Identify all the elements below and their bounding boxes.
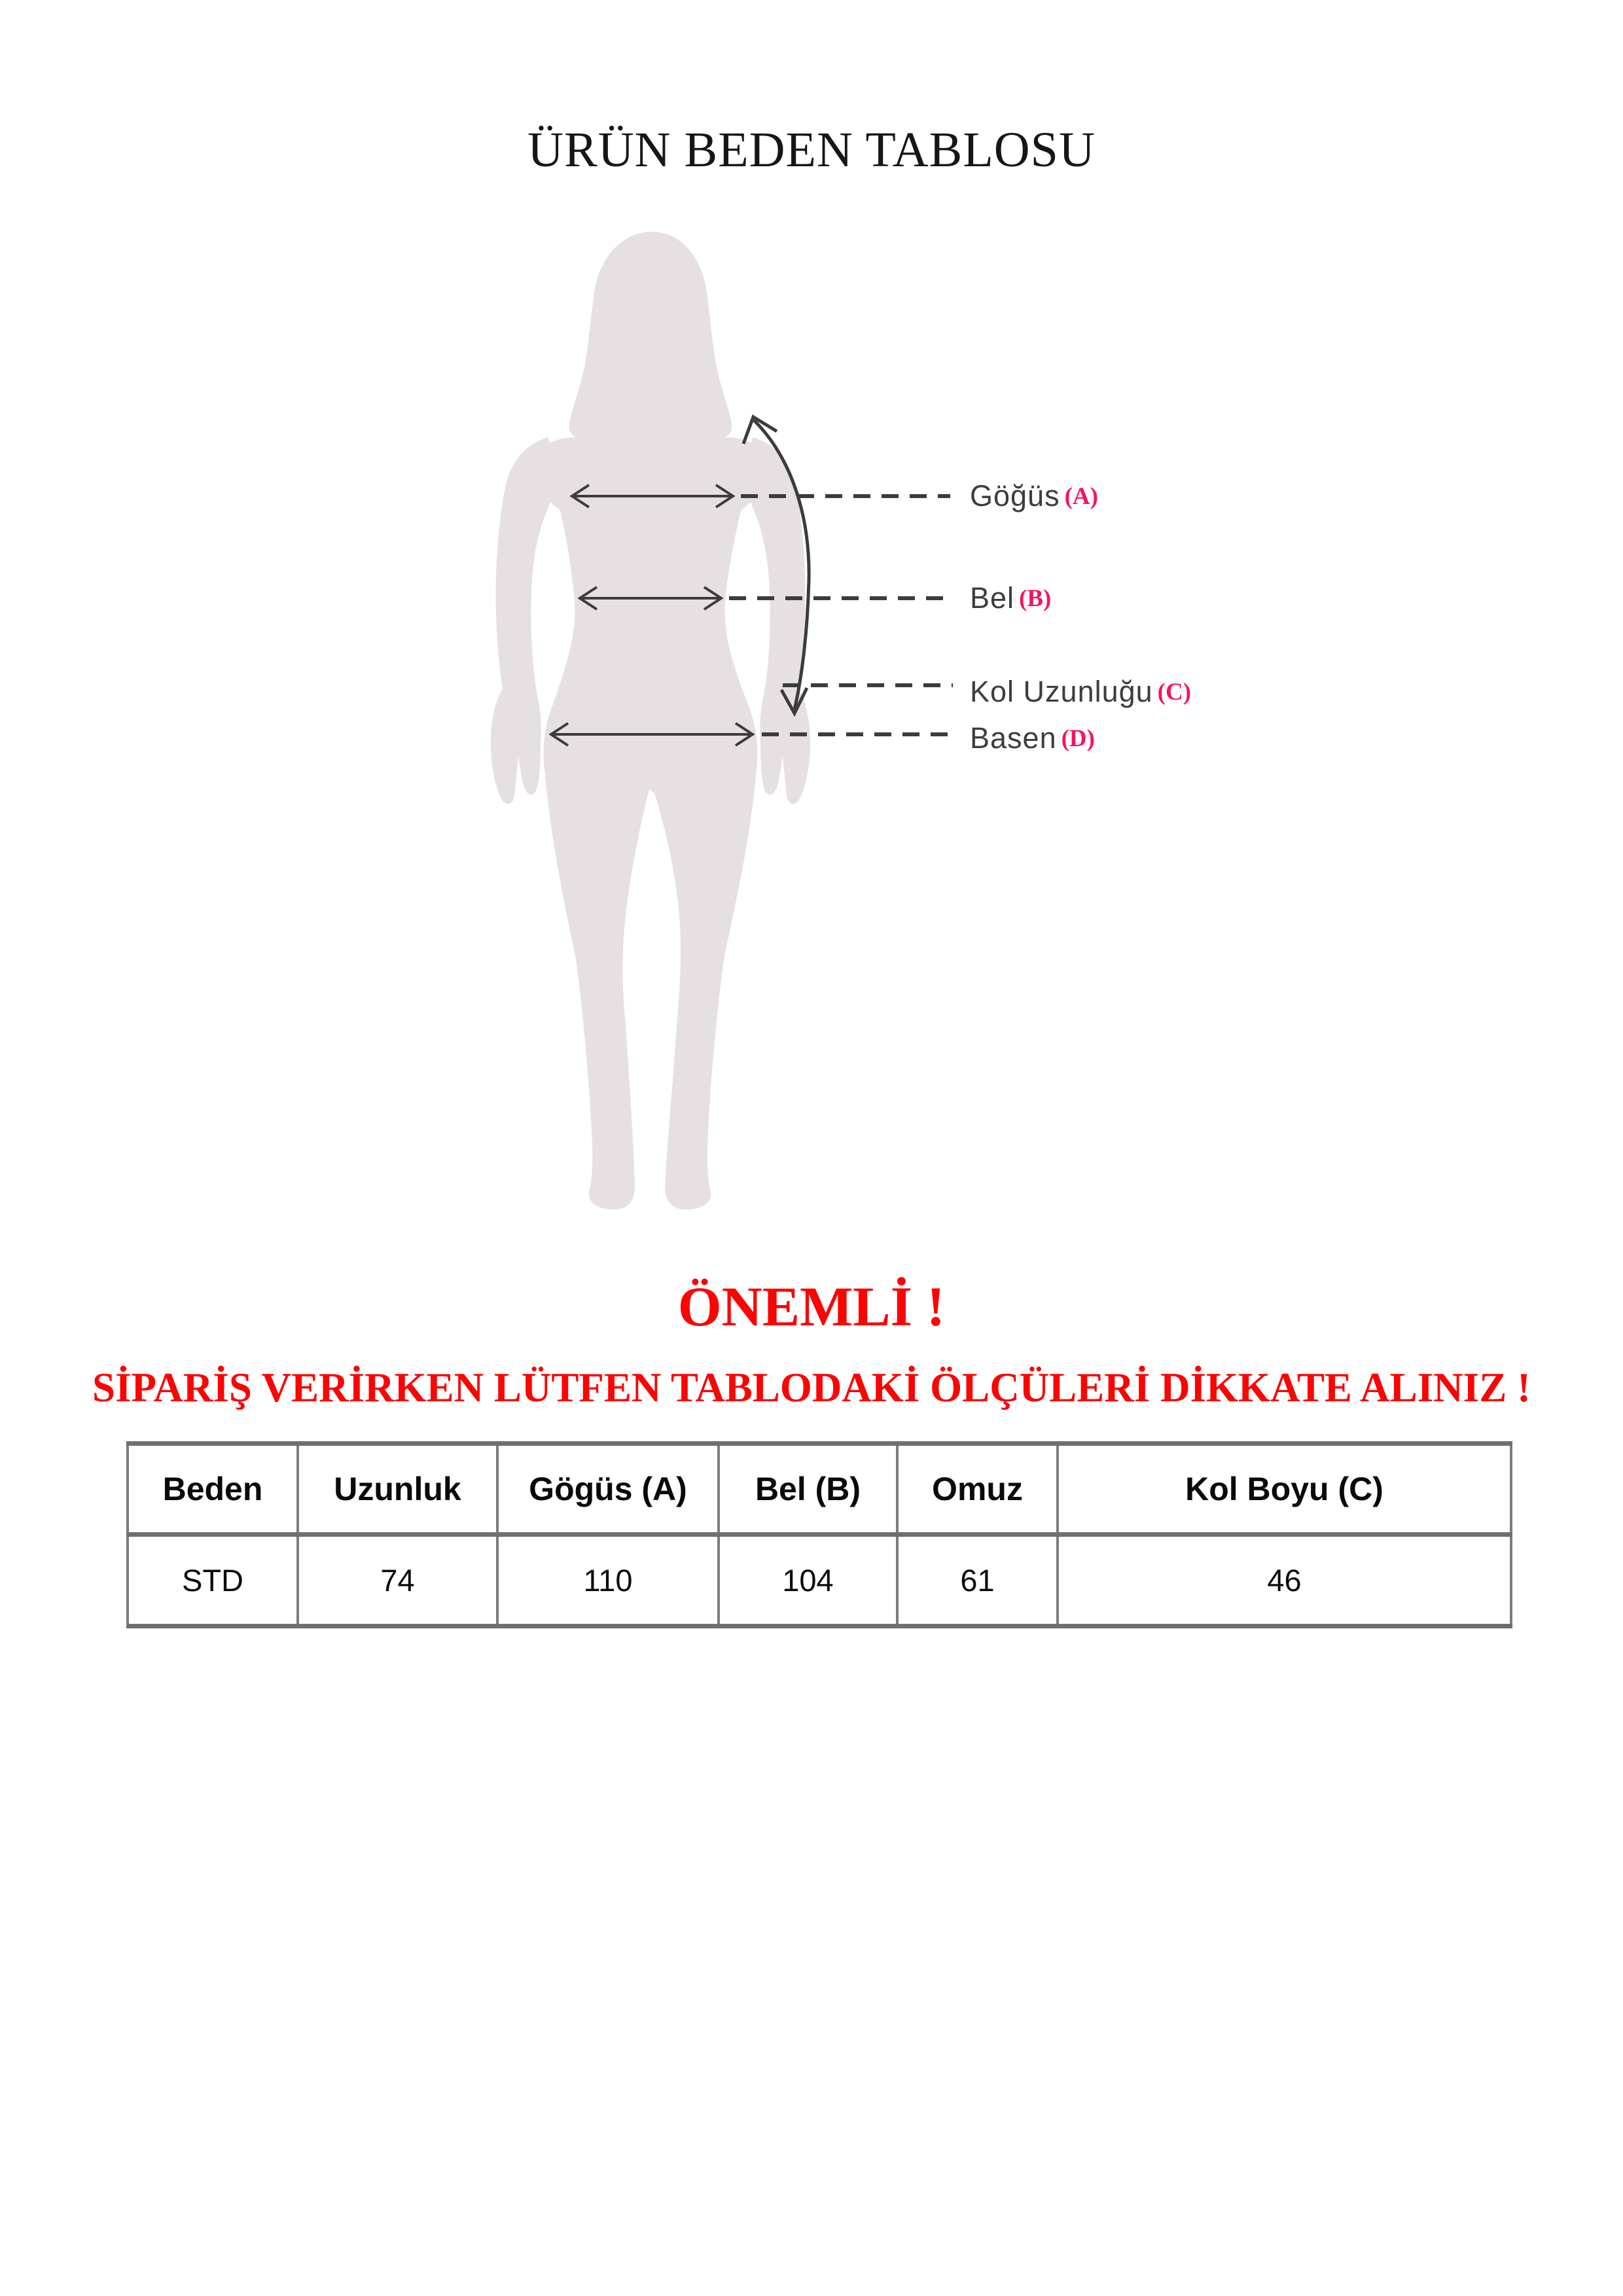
warning-message: SİPARİŞ VERİRKEN LÜTFEN TABLODAKİ ÖLÇÜLERİ DİKKATE ALINIZ !: [92, 1365, 1531, 1410]
measure-label-arm-length-text: Kol Uzunluğu: [970, 675, 1153, 708]
header-beden: Beden: [128, 1444, 298, 1535]
measure-label-chest: [970, 473, 1098, 520]
value-beden: STD: [128, 1535, 298, 1626]
header-kol-boyu: Kol Boyu (C): [1058, 1444, 1511, 1535]
value-kol-boyu: 46: [1058, 1535, 1511, 1626]
silhouette-body: [524, 232, 777, 1210]
measure-label-waist-text: Bel: [970, 581, 1015, 615]
female-silhouette: [491, 232, 811, 1210]
header-omuz: Omuz: [897, 1444, 1058, 1535]
measure-label-hip-text: Basen: [970, 721, 1057, 755]
header-uzunluk: Uzunluk: [298, 1444, 497, 1535]
measure-label-chest-letter: (A): [1064, 482, 1098, 510]
measure-label-arm-length-letter: (C): [1157, 678, 1192, 706]
header-gogus: Gögüs (A): [497, 1444, 719, 1535]
size-table: [126, 1441, 1512, 1628]
size-table-data-row: [128, 1535, 1511, 1626]
measure-label-hip-letter: (D): [1061, 725, 1095, 752]
size-table-header-row: [128, 1444, 1511, 1535]
important-heading: ÖNEMLİ !: [677, 1275, 946, 1338]
measure-label-chest-text: Göğüs: [970, 479, 1060, 512]
header-bel: Bel (B): [719, 1444, 897, 1535]
measure-label-waist: [970, 575, 1051, 622]
value-gogus: 110: [497, 1535, 719, 1626]
measure-label-waist-letter: (B): [1019, 584, 1052, 612]
measure-label-arm-length: [970, 668, 1191, 715]
value-bel: 104: [719, 1535, 897, 1626]
measure-label-hip: [970, 715, 1095, 762]
page-title: ÜRÜN BEDEN TABLOSU: [527, 122, 1096, 177]
value-omuz: 61: [897, 1535, 1058, 1626]
value-uzunluk: 74: [298, 1535, 497, 1626]
